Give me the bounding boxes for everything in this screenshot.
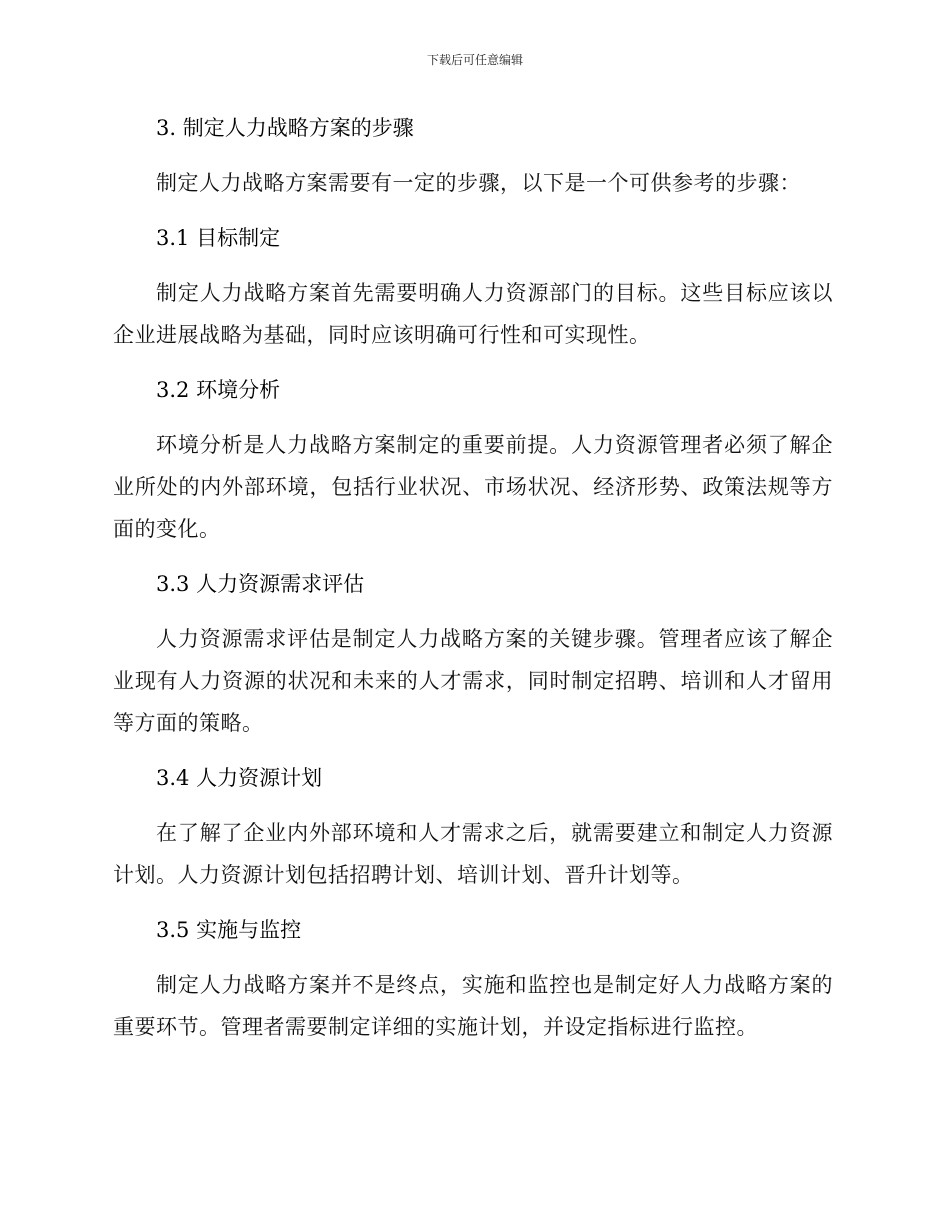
subsection-title-3-5: 3.5 实施与监控 (156, 918, 302, 942)
intro-paragraph: 制定人力战略方案需要有一定的步骤，以下是一个可供参考的步骤： (156, 171, 801, 195)
spacer (113, 204, 833, 218)
subsection-body-3-2: 环境分析是人力战略方案制定的重要前提。人力资源管理者必须了解企业所处的内外部环境，包括行业状况、市场状况、经济形势、政策法规等方面的变化。 (113, 433, 833, 541)
spacer (113, 604, 833, 618)
subsection-body-3-4: 在了解了企业内外部环境和人才需求之后，就需要建立和制定人力资源计划。人力资源计划包括招聘计划、培训计划、晋升计划等。 (113, 821, 833, 887)
spacer (113, 258, 833, 272)
subsection-title-3-2: 3.2 环境分析 (156, 378, 281, 402)
page-header: 下载后可任意编辑 (426, 53, 523, 67)
subsection-title-3-1: 3.1 目标制定 (156, 226, 281, 250)
subsection-title-3-3: 3.3 人力资源需求评估 (156, 572, 365, 596)
spacer (113, 148, 833, 162)
subsection-body-3-5: 制定人力战略方案并不是终点，实施和监控也是制定好人力战略方案的重要环节。管理者需要制定详细的实施计划，并设定指标进行监控。 (113, 973, 833, 1039)
spacer (113, 896, 833, 910)
spacer (113, 798, 833, 812)
subsection-body-3-3: 人力资源需求评估是制定人力战略方案的关键步骤。管理者应该了解企业现有人力资源的状况和未来的人才需求，同时制定招聘、培训和人才留用等方面的策略。 (113, 627, 833, 735)
spacer (113, 410, 833, 424)
section-title: 3. 制定人力战略方案的步骤 (156, 116, 414, 140)
spacer (113, 550, 833, 564)
spacer (113, 356, 833, 370)
subsection-body-3-1: 制定人力战略方案首先需要明确人力资源部门的目标。这些目标应该以企业进展战略为基础，同时应该明确可行性和可实现性。 (113, 281, 833, 347)
subsection-title-3-4: 3.4 人力资源计划 (156, 766, 323, 790)
document-body (113, 108, 833, 1048)
spacer (113, 744, 833, 758)
spacer (113, 950, 833, 964)
